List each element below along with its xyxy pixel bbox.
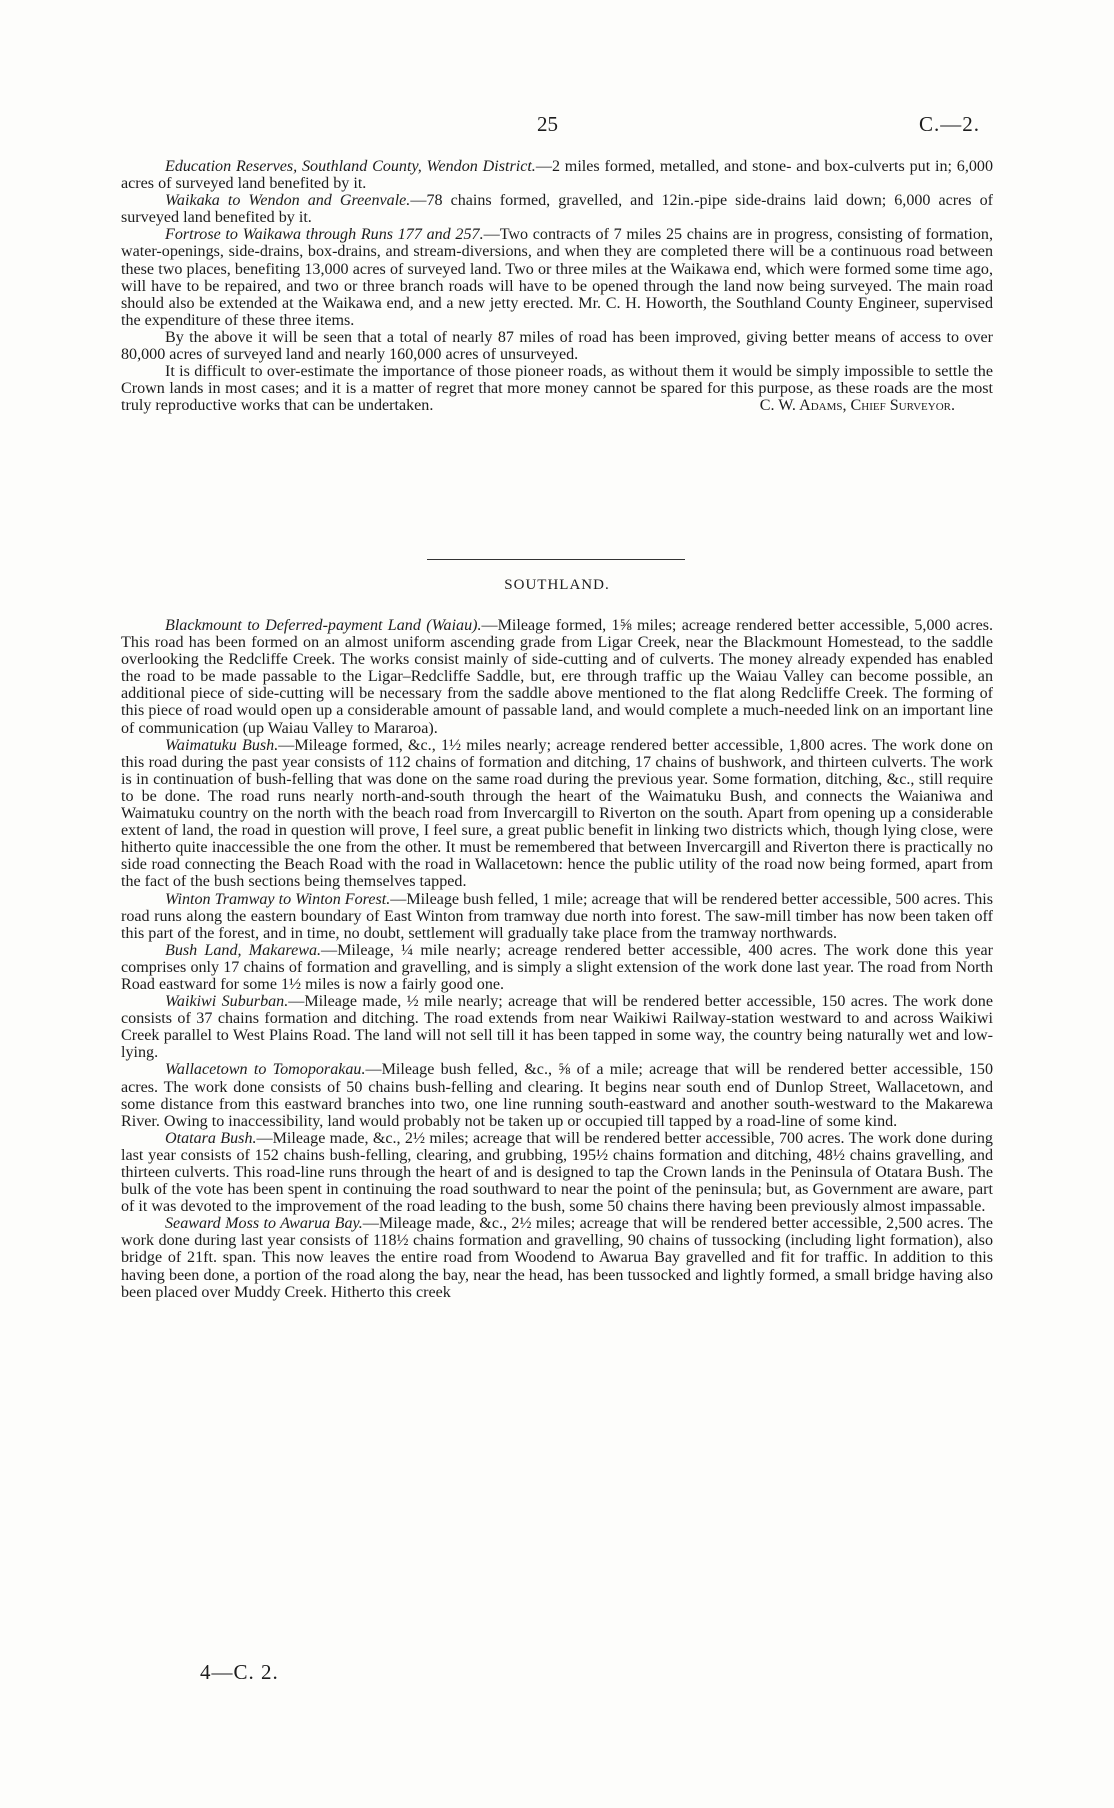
paragraph-text: —Mileage, ¼ mile nearly; acreage rendered better accessible, 400 acres. The work done this year comprises only 17 chains of formation and gravelling, and is simply a slight extension of the work done last year. The road from North Road eastward for some 1½ miles is now a fairly good one. [121,941,993,993]
paragraph [121,617,993,737]
section-divider [427,559,685,560]
section-heading: SOUTHLAND. [504,577,610,593]
paragraph-title: Education Reserves, Southland County, Wendon District. [165,158,536,175]
document-reference: C.—2. [918,112,980,136]
paragraph-text: —2 miles formed, metalled, and stone- and box-culverts put in; 6,000 acres of surveyed land benefited by it. [121,158,994,193]
southland-section [121,617,993,1301]
closing-paragraph [121,363,993,414]
paragraph-text: —Two contracts of 7 miles 25 chains are in progress, consisting of formation, water-openings, side-drains, box-drains, and stream-diversions, and when they are completed there will be a continuous road between these two places, benefiting 13,000 acres of surveyed land. Two or three miles at the Waikawa end, which were formed some time ago, will have to be repaired, and two or three branch roads will have to be opened through the land now being surveyed. The main road should also be extended at the Waikawa end, and a new jetty erected. Mr. C. H. Howorth, the Southland County Engineer, supervised the expenditure of these three items. [121,226,993,329]
paragraph [121,1215,993,1300]
paragraph-title: Waikiwi Suburban. [165,993,289,1011]
paragraph [121,891,993,942]
paragraph-text: —78 chains formed, gravelled, and 12in.-pipe side-drains laid down; 6,000 acres of surveyed land benefited by it. [121,192,994,227]
paragraph-text: By the above it will be seen that a total of nearly 87 miles of road has been improved, giving better means of access to over 80,000 acres of surveyed land and nearly 160,000 acres of unsurveyed. [121,328,993,364]
paragraph-title: Waikaka to Wendon and Greenvale. [165,192,411,210]
paragraph-text: —Mileage made, &c., 2½ miles; acreage that will be rendered better accessible, 700 acres. The work done during last year consists of 152 chains bush-felling, clearing, and grubbing, 195½ chains formation and ditching, 48½ chains gravelling, and thirteen culverts. This road-line runs through the heart of and is designed to tap the Crown lands in the Peninsula of Otatara Bush. The bulk of the vote has been spent in continuing the road southward to near the point of the peninsula; but, as Government are aware, part of it was devoted to the improvement of the road leading to the bush, some 50 chains there having been previously almost impassable. [121,1129,993,1216]
paragraph-title: Winton Tramway to Winton Forest. [165,890,391,908]
closing-text: It is difficult to over-estimate the importance of those pioneer roads, as without them it would be simply impossible to settle the Crown lands in most cases; and it is a matter of regret that more money cannot be spared for this purpose, as these roads are the most truly reproductive works that can be undertaken. [121,363,993,415]
top-section [121,158,993,414]
paragraph-text: —Mileage formed, &c., 1½ miles nearly; acreage rendered better accessible, 1,800 acres. The work done on this road during the past year consists of 112 chains of formation and ditching, 17 chains of bushwork, and thirteen culverts. The work is in continuation of bush-felling that was done on the same road during the previous year. Some formation, ditching, &c., still require to be done. The road runs nearly north-and-south through the heart of the Waimatuku Bush, and connects the Waianiwa and Waimatuku country on the north with the beach road from Invercargill to Riverton on the south. Apart from opening up a considerable extent of land, the road in question will prove, I feel sure, a great public benefit in linking two districts which, though lying close, were hitherto quite inaccessible the one from the other. It must be remembered that between Invercargill and Riverton there is practically no side road connecting the Beach Road with the road in Wallacetown: hence the public utility of the road now being formed, apart from the fact of the bush sections being themselves tapped. [121,736,993,891]
paragraph-text: —Mileage made, ½ mile nearly; acreage that will be rendered better accessible, 150 acres. The work done consists of 37 chains formation and ditching. The road extends from near Waikiwi Railway-station westward to and across Waikiwi Creek parallel to West Plains Road. The land will not sell till it has been tapped in some way, the country being naturally wet and low-lying. [121,993,993,1062]
paragraph [121,1061,993,1129]
paragraph-title: Waimatuku Bush. [165,736,279,754]
paragraph [121,329,993,363]
paragraph [121,1130,993,1215]
paragraph-title: Wallacetown to Tomoporakau. [165,1061,366,1079]
paragraph-text: —Mileage bush felled, 1 mile; acreage that will be rendered better accessible, 500 acres. This road runs along the eastern boundary of East Winton from tramway due north into forest. The saw-mill timber has now been taken off this part of the forest, and in time, no doubt, settlement will gradually take place from the tramway northwards. [121,890,993,942]
page-number: 25 [537,112,558,136]
paragraph [121,226,993,329]
paragraph [121,192,993,226]
paragraph-title: Bush Land, Makarewa. [165,941,322,959]
paragraph-text: —Mileage bush felled, &c., ⅝ of a mile; acreage that will be rendered better accessible, 150 acres. The work done consists of 50 chains bush-felling and clearing. It begins near south end of Dunlop Street, Wallacetown, and some distance from this eastward branches into two, one line running south-eastward and another south-westward to the Makarewa River. Owing to inaccessibility, land would probably not be taken up or occupied till tapped by a road-line of some kind. [121,1061,993,1130]
paragraph-title: Blackmount to Deferred-payment Land (Waiau). [165,617,482,634]
paragraph-title: Seaward Moss to Awarua Bay. [165,1215,363,1233]
paragraph [121,993,993,1061]
paragraph [121,737,993,891]
signature-mark: 4—C. 2. [200,1660,279,1684]
paragraph-title: Fortrose to Waikawa through Runs 177 and 257. [165,226,484,244]
paragraph [121,942,993,993]
paragraph-text: —Mileage formed, 1⅝ miles; acreage rendered better accessible, 5,000 acres. This road has been formed on an almost uniform ascending grade from Ligar Creek, near the Blackmount Homestead, to the saddle overlooking the Redcliffe Creek. The works consist mainly of side-cutting and of culverts. The money already expended has enabled the road to be made passable to the Ligar–Redcliffe Saddle, but, ere through traffic up the Waiau Valley can become possible, an additional piece of side-cutting will be necessary from the saddle above mentioned to the flat along Redcliffe Creek. The forming of this piece of road would open up a considerable amount of passable land, and would complete a much-needed link on an important line of communication (up Waiau Valley to Mararoa). [121,617,994,737]
page-header [0,112,1114,140]
signature: C. W. Adams, Chief Surveyor. [759,397,955,415]
paragraph-text: —Mileage made, &c., 2½ miles; acreage that will be rendered better accessible, 2,500 acres. The work done during last year consists of 118½ chains formation and gravelling, 90 chains of tussocking (including light formation), also bridge of 21ft. span. This now leaves the entire road from Woodend to Awarua Bay gravelled and fit for traffic. In addition to this having been done, a portion of the road along the bay, near the head, has been tussocked and lightly formed, a small bridge having also been placed over Muddy Creek. Hitherto this creek [121,1215,993,1301]
paragraph [121,158,993,192]
paragraph-title: Otatara Bush. [165,1129,257,1147]
